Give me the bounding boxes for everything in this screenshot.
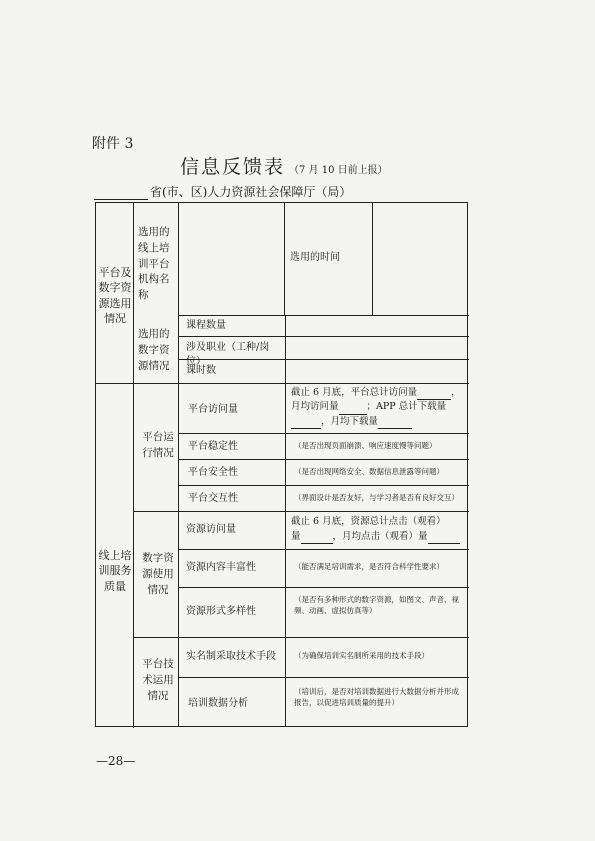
- tech-use-label: 平台技术运用情况: [142, 658, 174, 702]
- province-suffix: 省(市、区)人力资源社会保障厅（局）: [150, 185, 352, 199]
- feedback-table: [95, 202, 468, 727]
- platform-interaction-label: 平台交互性: [188, 493, 238, 504]
- occupations-field[interactable]: [286, 337, 468, 358]
- page-title: 信息反馈表: [180, 156, 286, 178]
- platform-name-label: 选用的线上培训平台机构名称: [138, 226, 170, 301]
- real-name-tech-note: （为确保培训实名制所采用的技术手段）: [294, 651, 429, 660]
- course-count-field[interactable]: [286, 316, 468, 335]
- total-visits-blank[interactable]: [417, 389, 451, 400]
- resource-diversity-label: 资源形式多样性: [186, 606, 256, 617]
- resource-access-text: 截止 6 月底，资源总计点击（观看） 量 ，月均点击（观看）量: [291, 514, 467, 544]
- resource-diversity-note: （是否有多种形式的数字资源，如图文、声音、视频、动画、虚拟仿真等）: [294, 595, 459, 615]
- platform-access-label: 平台访问量: [188, 404, 238, 415]
- platform-stability-note: （是否出现页面崩溃、响应速度慢等问题）: [294, 441, 437, 450]
- platform-stability-label: 平台稳定性: [188, 441, 238, 452]
- total-clicks-blank[interactable]: [301, 533, 333, 544]
- platform-operation-label: 平台运行情况: [142, 431, 174, 459]
- section-service-quality-label: 线上培训服务质量: [98, 549, 132, 593]
- resource-richness-note: （能否满足培训需求，是否符合科学性要求）: [294, 562, 444, 571]
- platform-interaction-note: （界面设计是否友好，与学习者是否有良好交互）: [294, 493, 459, 502]
- monthly-downloads-blank[interactable]: [378, 418, 412, 429]
- annex-label: 附件 3: [92, 136, 134, 152]
- training-data-analysis-note: （培训后，是否对培训数据进行大数据分析并形成报告，以促进培训质量的提升）: [294, 687, 459, 707]
- real-name-tech-label: 实名制采取技术手段: [186, 651, 276, 662]
- deadline-note: （7 月 10 日前上报）: [289, 165, 388, 176]
- selection-time-label: 选用的时间: [290, 252, 340, 263]
- resource-use-label: 数字资源使用情况: [142, 552, 174, 596]
- platform-security-note: （是否出现网络安全、数据信息泄露等问题）: [294, 467, 444, 476]
- selection-time-field[interactable]: [373, 204, 468, 314]
- page-number: —28—: [96, 754, 136, 768]
- platform-access-text: 截止 6 月底，平台总计访问量 ，月均访问量 ；APP 总计下载量，月均下载量: [291, 386, 467, 429]
- platform-security-label: 平台安全性: [188, 467, 238, 478]
- province-blank[interactable]: [94, 187, 148, 200]
- total-downloads-blank[interactable]: [291, 418, 321, 429]
- class-hours-label: 课时数: [186, 365, 216, 376]
- occupations-label: 涉及职业（工种/岗位）: [186, 342, 270, 367]
- class-hours-field[interactable]: [286, 360, 468, 382]
- resource-access-label: 资源访问量: [186, 524, 236, 535]
- monthly-visits-blank[interactable]: [339, 404, 367, 415]
- title-row: [180, 152, 388, 179]
- province-line: [94, 183, 351, 200]
- training-data-analysis-label: 培训数据分析: [188, 698, 248, 709]
- section-platform-selection-label: 平台及数字资源选用情况: [98, 266, 132, 326]
- course-count-label: 课程数量: [186, 320, 226, 331]
- resource-richness-label: 资源内容丰富性: [186, 562, 256, 573]
- resources-label: 选用的数字资源情况: [138, 328, 170, 372]
- platform-name-field[interactable]: [179, 204, 283, 314]
- monthly-clicks-blank[interactable]: [428, 533, 460, 544]
